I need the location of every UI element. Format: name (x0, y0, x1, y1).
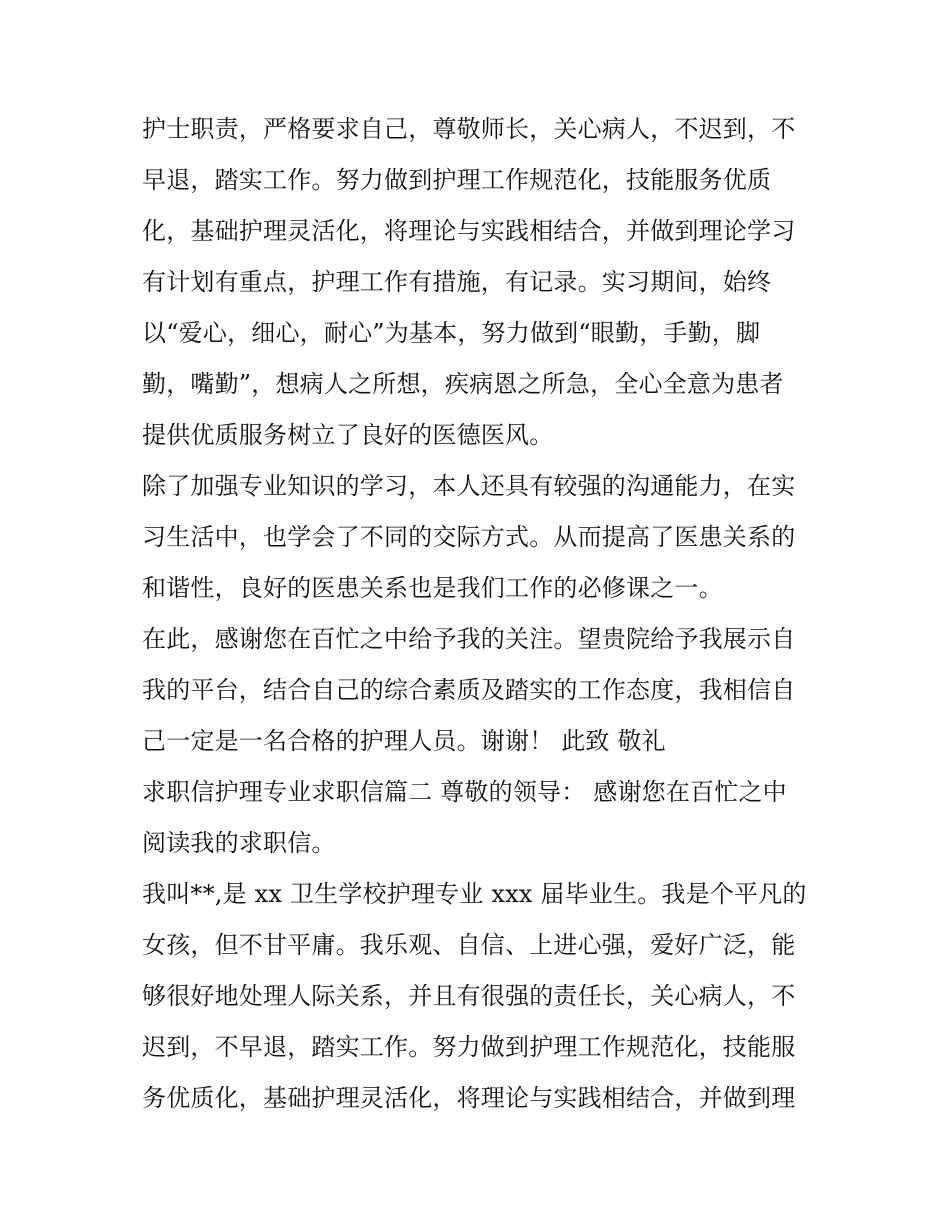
text-line: 有计划有重点，护理工作有措施，有记录。实习期间，始终 (142, 268, 772, 296)
text-line: 在此，感谢您在百忙之中给予我的关注。望贵院给予我展示自 (142, 625, 796, 653)
text-line: 化，基础护理灵活化，将理论与实践相结合，并做到理论学习 (142, 217, 796, 245)
text-line: 我叫**,是 xx 卫生学校护理专业 xxx 届毕业生。我是个平凡的 (142, 880, 807, 908)
body-text (142, 104, 822, 1124)
text-line: 护士职责，严格要求自己，尊敬师长，关心病人，不迟到，不 (142, 115, 796, 143)
text-line: 求职信护理专业求职信篇二 尊敬的领导： 感谢您在百忙之中 (142, 778, 787, 806)
text-line: 提供优质服务树立了良好的医德医风。 (142, 421, 554, 449)
text-line: 和谐性，良好的医患关系也是我们工作的必修课之一。 (142, 574, 723, 602)
text-line: 勤，嘴勤”，想病人之所想，疾病恩之所急，全心全意为患者 (142, 370, 784, 398)
text-line: 迟到，不早退，踏实工作。努力做到护理工作规范化，技能服 (142, 1033, 796, 1061)
text-line: 女孩，但不甘平庸。我乐观、自信、上进心强，爱好广泛，能 (142, 931, 796, 959)
text-line: 以“爱心，细心，耐心”为基本，努力做到“眼勤，手勤，脚 (142, 319, 761, 347)
text-line: 早退，踏实工作。努力做到护理工作规范化，技能服务优质 (142, 166, 772, 194)
text-line: 我的平台，结合自己的综合素质及踏实的工作态度，我相信自 (142, 676, 796, 704)
text-line: 够很好地处理人际关系，并且有很强的责任长，关心病人，不 (142, 982, 796, 1010)
text-line: 己一定是一名合格的护理人员。谢谢！ 此致 敬礼 (142, 727, 666, 755)
text-line: 阅读我的求职信。 (142, 829, 336, 857)
text-line: 除了加强专业知识的学习，本人还具有较强的沟通能力，在实 (142, 472, 796, 500)
text-line: 习生活中，也学会了不同的交际方式。从而提高了医患关系的 (142, 523, 796, 551)
text-line: 务优质化，基础护理灵活化，将理论与实践相结合，并做到理 (142, 1084, 796, 1112)
